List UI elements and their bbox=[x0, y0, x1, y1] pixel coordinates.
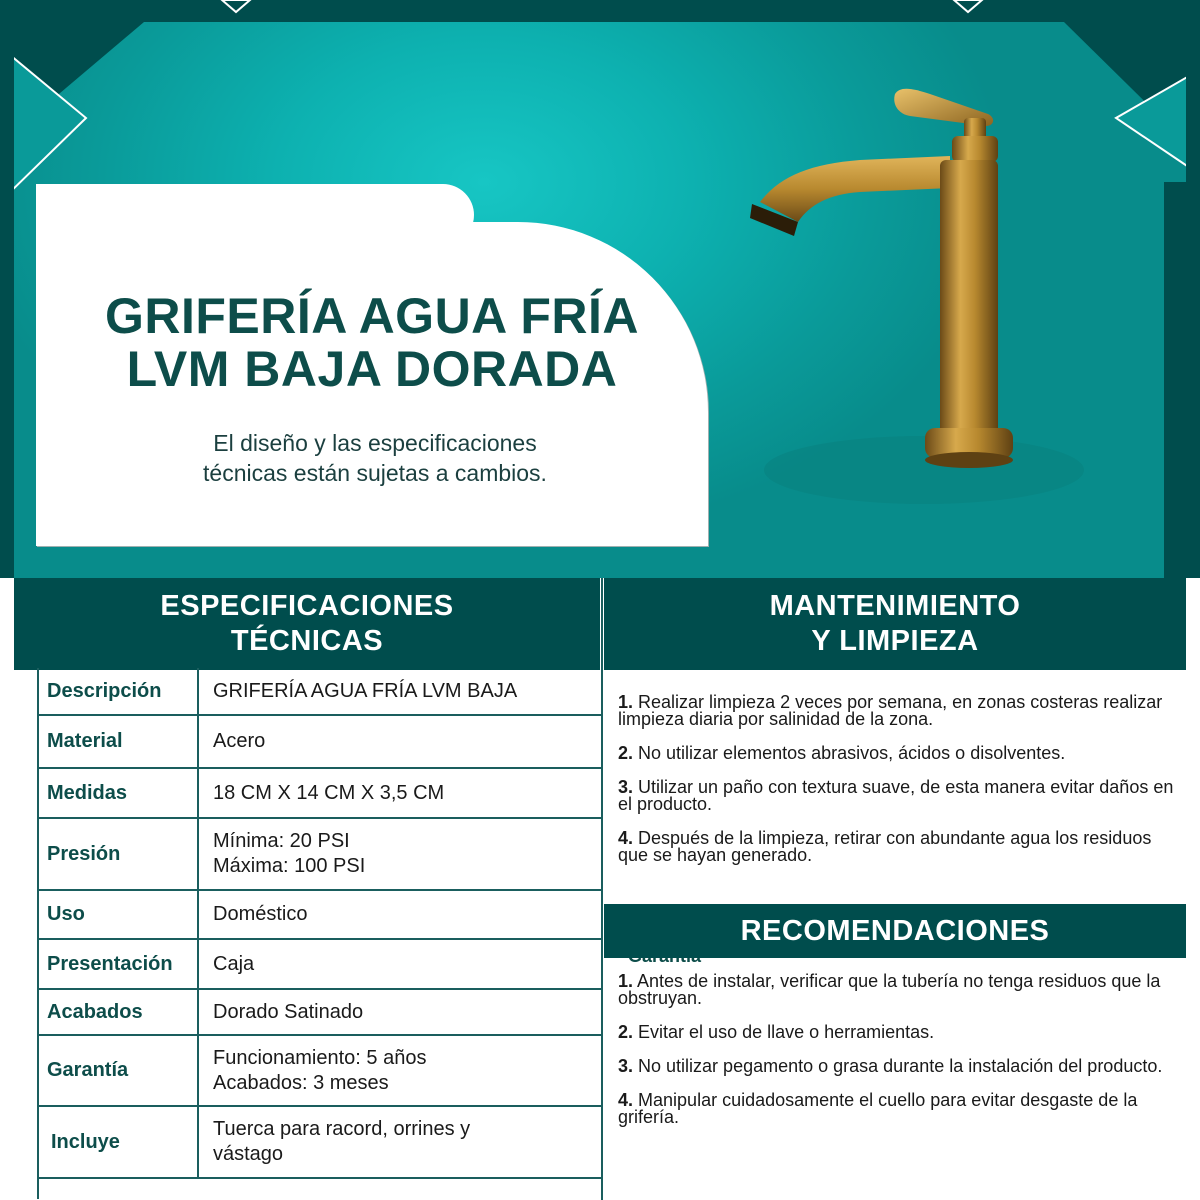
table-row bbox=[37, 1036, 601, 1107]
specs-header bbox=[14, 578, 600, 670]
column-divider bbox=[601, 578, 603, 1200]
product-subtitle-line1: El diseño y las especificaciones bbox=[213, 430, 537, 456]
spec-value: GRIFERÍA AGUA FRÍA LVM BAJA bbox=[213, 679, 518, 702]
spec-label: Presentación bbox=[39, 940, 199, 988]
list-item: 2. Evitar el uso de llave o herramientas. bbox=[618, 1022, 935, 1042]
spec-label: Descripción bbox=[39, 668, 199, 714]
table-row bbox=[37, 940, 601, 990]
recommendations-header-text: RECOMENDACIONES bbox=[740, 914, 1050, 947]
spec-value: Dorado Satinado bbox=[213, 1000, 364, 1023]
table-row bbox=[37, 769, 601, 819]
spec-value: Mínima: 20 PSI Máxima: 100 PSI bbox=[213, 830, 366, 877]
list-item: 1. Realizar limpieza 2 veces por semana, en zonas costeras realizar limpieza diaria por salinidad de la zona. bbox=[618, 692, 1163, 729]
spec-value: Acero bbox=[213, 730, 266, 752]
top-notches bbox=[0, 0, 1200, 22]
recommendations-header bbox=[604, 904, 1186, 958]
spec-value: Funcionamiento: 5 años Acabados: 3 meses bbox=[213, 1046, 427, 1094]
spec-label: Acabados bbox=[39, 990, 199, 1034]
list-item: 3. No utilizar pegamento o grasa durante la instalación del producto. bbox=[618, 1056, 1163, 1076]
spec-label: Material bbox=[39, 716, 199, 767]
product-title-line2: LVM BAJA DORADA bbox=[126, 341, 618, 397]
list-item: 1. Antes de instalar, verificar que la tubería no tenga residuos que la obstruyan. bbox=[618, 971, 1161, 1008]
table-row bbox=[37, 716, 601, 769]
product-subtitle-line2: técnicas están sujetas a cambios. bbox=[203, 460, 547, 486]
specs-header-line1: ESPECIFICACIONES bbox=[160, 590, 454, 622]
spec-label: Medidas bbox=[39, 769, 199, 817]
table-row bbox=[37, 891, 601, 940]
maintenance-list bbox=[618, 694, 1178, 881]
table-row bbox=[37, 819, 601, 891]
maintenance-header-line1: MANTENIMIENTO bbox=[769, 590, 1021, 622]
recommendations-list bbox=[618, 973, 1178, 1143]
table-tail bbox=[37, 1179, 601, 1199]
specs-header-line2: TÉCNICAS bbox=[230, 625, 384, 657]
list-item: 2. No utilizar elementos abrasivos, ácidos o disolventes. bbox=[618, 743, 1066, 763]
maintenance-header bbox=[604, 578, 1186, 670]
spec-label: Incluye bbox=[39, 1107, 199, 1177]
list-item: 4. Después de la limpieza, retirar con abundante agua los residuos que se hayan generado. bbox=[618, 828, 1152, 865]
list-item: 3. Utilizar un paño con textura suave, de esta manera evitar daños en el producto. bbox=[618, 777, 1174, 814]
product-title bbox=[36, 290, 708, 396]
product-title-line1: GRIFERÍA AGUA FRÍA bbox=[105, 288, 639, 344]
product-subtitle bbox=[120, 428, 630, 488]
spec-label: Uso bbox=[39, 891, 199, 938]
spec-label: Presión bbox=[39, 819, 199, 889]
table-row bbox=[37, 990, 601, 1036]
list-item: 4. Manipular cuidadosamente el cuello para evitar desgaste de la grifería. bbox=[618, 1090, 1138, 1127]
spec-value: Tuerca para racord, orrines y vástago bbox=[213, 1118, 471, 1165]
maintenance-header-line2: Y LIMPIEZA bbox=[811, 625, 979, 657]
table-row bbox=[37, 668, 601, 716]
specs-table bbox=[37, 668, 601, 1199]
table-row bbox=[37, 1107, 601, 1179]
spec-label: Garantía bbox=[39, 1036, 199, 1105]
faucet-image bbox=[740, 80, 1040, 500]
spec-value: 18 CM X 14 CM X 3,5 CM bbox=[213, 781, 445, 804]
spec-value: Caja bbox=[213, 952, 255, 975]
spec-value: Doméstico bbox=[213, 903, 308, 925]
